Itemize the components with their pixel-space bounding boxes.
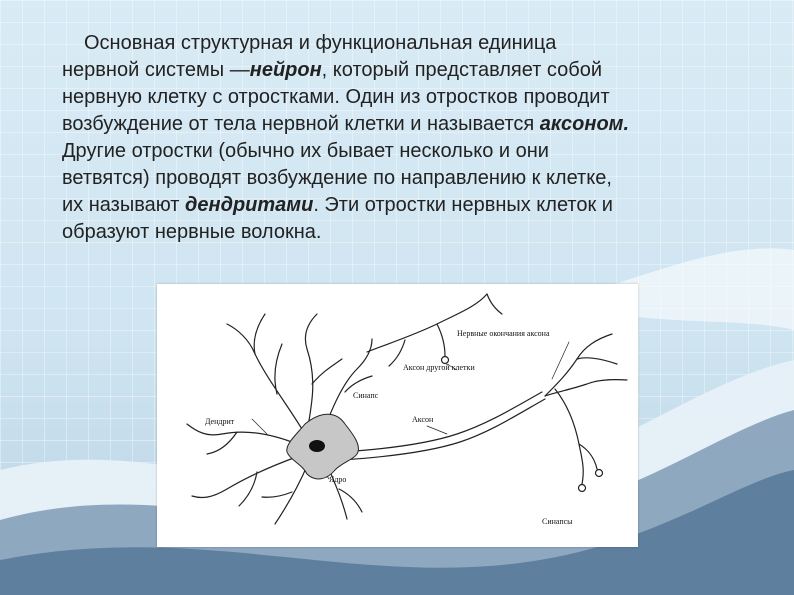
label-nucleus: Ядро: [329, 475, 347, 484]
term-neuron: нейрон: [249, 59, 322, 81]
main-text: [62, 30, 762, 246]
label-nerve-endings: Нервные окончания аксона: [457, 329, 550, 338]
text-p7b: . Эти отростки нервных клеток и: [313, 194, 613, 216]
text-line-8: [62, 219, 762, 246]
text-line-3: [62, 84, 762, 111]
term-dendrites: дендритами: [185, 194, 314, 216]
text-line-6: [62, 165, 762, 192]
text-line-7: [62, 192, 762, 219]
text-p2a: нервной системы —: [62, 59, 250, 81]
text-line-2: [62, 57, 762, 84]
text-p5: Другие отростки (обычно их бывает несколько и они: [62, 140, 549, 162]
term-axon: аксоном.: [539, 113, 630, 135]
neuron-illustration: [157, 284, 638, 547]
label-other-axon: Аксон другой клетки: [403, 363, 475, 372]
label-synapse: Синапс: [353, 391, 379, 400]
label-synapses: Синапсы: [542, 517, 573, 526]
neuron-diagram: [157, 284, 638, 547]
text-p8: образуют нервные волокна.: [62, 221, 322, 243]
label-dendrite: Дендрит: [205, 417, 235, 426]
text-p1: Основная структурная и функциональная единица: [84, 32, 557, 54]
text-line-5: [62, 138, 762, 165]
text-line-1: [62, 30, 762, 57]
text-line-4: [62, 111, 762, 138]
text-p2b: , который представляет собой: [321, 59, 603, 81]
text-p4a: возбуждение от тела нервной клетки и называется: [62, 113, 535, 135]
text-p7a: их называют: [62, 194, 180, 216]
label-axon: Аксон: [412, 415, 434, 424]
text-p3: нервную клетку с отростками. Один из отростков проводит: [62, 86, 610, 108]
text-p6: ветвятся) проводят возбуждение по направлению к клетке,: [62, 167, 612, 189]
